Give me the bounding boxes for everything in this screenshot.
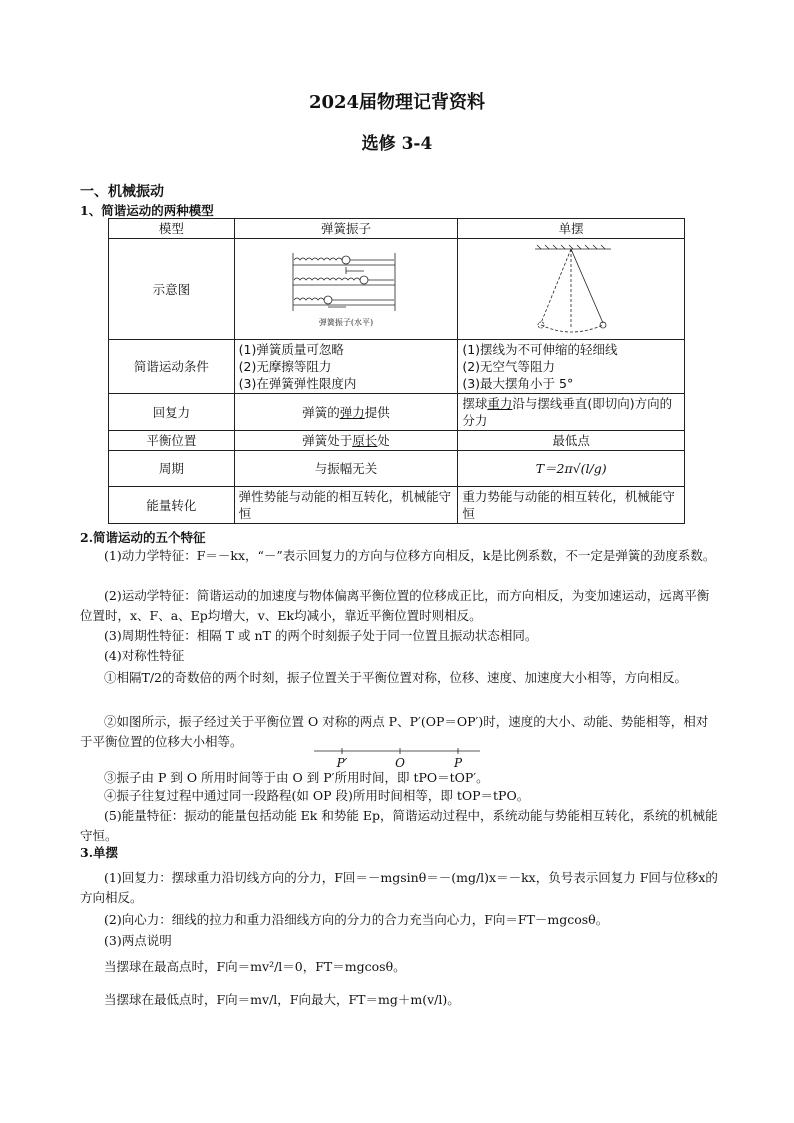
spring-period-cell: 与振幅无关 (234, 451, 458, 487)
feature-symmetry-c: ③振子由 P 到 O 所用时间等于由 O 到 P′所用时间，即 tPO＝tOP′。 (104, 770, 489, 785)
spring-energy-cell: 弹性势能与动能的相互转化，机械能守恒 (234, 487, 458, 524)
row-label-restoring: 回复力 (109, 394, 235, 431)
pendulum-condition: (1)摆线为不可伸缩的轻细线 (462, 342, 618, 357)
pendulum-equilibrium-cell: 最低点 (458, 431, 685, 451)
row-label-conditions: 简谐运动条件 (109, 340, 235, 394)
spring-condition: (2)无摩擦等阻力 (238, 359, 332, 374)
pendulum-centripetal-force: (2)向心力：细线的拉力和重力沿细线方向的分力的合力充当向心力，F向＝FT－mgcosθ。 (104, 912, 609, 927)
feature-energy: (5)能量特征：振动的能量包括动能 Ek 和势能 Ep，简谐运动过程中，系统动能与势能相互转化，系统的机械能守恒。 (80, 808, 718, 843)
pendulum-lowest-point: 当摆球在最低点时，F向＝mv/l，F向最大，FT＝mg＋m(v/l)。 (104, 992, 460, 1007)
row-label-energy: 能量转化 (109, 487, 235, 524)
row-label-period: 周期 (109, 451, 235, 487)
axis-label-p-prime: P′ (336, 756, 348, 770)
table-header-pendulum: 单摆 (458, 219, 685, 239)
simple-pendulum-figure (521, 243, 621, 335)
pendulum-energy-cell: 重力势能与动能的相互转化，机械能守恒 (458, 487, 685, 524)
section-heading-mechanical-vibration: 一、机械振动 (80, 184, 164, 200)
pendulum-conditions-cell (458, 340, 685, 394)
feature-kinematics: (2)运动学特征：简谐运动的加速度与物体偏离平衡位置的位移成正比，而方向相反，为变加速运动，远离平衡位置时，x、F、a、Ep均增大，v、Ek均减小，靠近平衡位置时则相反。 (80, 588, 710, 623)
pendulum-restoring-force: (1)回复力：摆球重力沿切线方向的分力，F回＝－mgsinθ＝－(mg/l)x＝－kx，负号表示回复力 F回与位移x的方向相反。 (80, 870, 718, 905)
document-subtitle: 选修 3-4 (361, 134, 433, 154)
spring-equilibrium-cell: 弹簧处于原长处 (234, 431, 458, 451)
document-title: 2024届物理记背资料 (308, 92, 486, 113)
pendulum-restoring-cell: 摆球重力沿与摆线垂直(即切向)方向的分力 (458, 394, 685, 431)
spring-oscillator-figure (291, 249, 401, 329)
models-table (108, 218, 685, 524)
spring-diagram-cell (234, 239, 458, 340)
pendulum-diagram-cell (458, 239, 685, 340)
pendulum-condition: (2)无空气等阻力 (462, 359, 556, 374)
subheading-five-features: 2.简谐运动的五个特征 (80, 530, 206, 545)
feature-symmetry: (4)对称性特征 (104, 648, 185, 663)
pendulum-condition: (3)最大摆角小于 5° (462, 376, 574, 391)
spring-condition: (1)弹簧质量可忽略 (238, 342, 344, 357)
feature-symmetry-a: ①相隔T/2的奇数倍的两个时刻，振子位置关于平衡位置对称，位移、速度、加速度大小相等，方向相反。 (104, 670, 688, 685)
pendulum-highest-point: 当摆球在最高点时，F向＝mv²/l＝0，FT＝mgcosθ。 (104, 959, 406, 974)
row-label-diagram: 示意图 (109, 239, 235, 340)
feature-symmetry-b: ②如图所示，振子经过关于平衡位置 O 对称的两点 P、P′(OP＝OP′)时，速度的大小、动能、势能相等，相对于平衡位置的位移大小相等。 (80, 714, 709, 749)
subheading-pendulum: 3.单摆 (80, 845, 119, 860)
table-header-spring: 弹簧振子 (234, 219, 458, 239)
feature-symmetry-d: ④振子往复过程中通过同一段路程(如 OP 段)所用时间相等，即 tOP＝tPO。 (104, 788, 530, 803)
spring-conditions-cell (234, 340, 458, 394)
spring-condition: (3)在弹簧弹性限度内 (238, 376, 357, 391)
table-header-model: 模型 (109, 219, 235, 239)
feature-periodicity: (3)周期性特征：相隔 T 或 nT 的两个时刻振子处于同一位置且振动状态相同。 (104, 628, 538, 643)
feature-dynamics: (1)动力学特征：F＝－kx，“－”表示回复力的方向与位移方向相反，k是比例系数，不一定是弹簧的劲度系数。 (104, 548, 716, 563)
pendulum-two-points: (3)两点说明 (104, 933, 172, 948)
row-label-equilibrium: 平衡位置 (109, 431, 235, 451)
axis-label-o: O (395, 756, 405, 770)
spring-caption: 弹簧振子(水平) (318, 318, 374, 327)
pendulum-period-cell: T＝2π√(l/g) (458, 451, 685, 487)
subheading-two-models: 1、简谐运动的两种模型 (80, 203, 214, 218)
axis-label-p: P (453, 756, 463, 770)
spring-restoring-cell: 弹簧的弹力提供 (234, 394, 458, 431)
